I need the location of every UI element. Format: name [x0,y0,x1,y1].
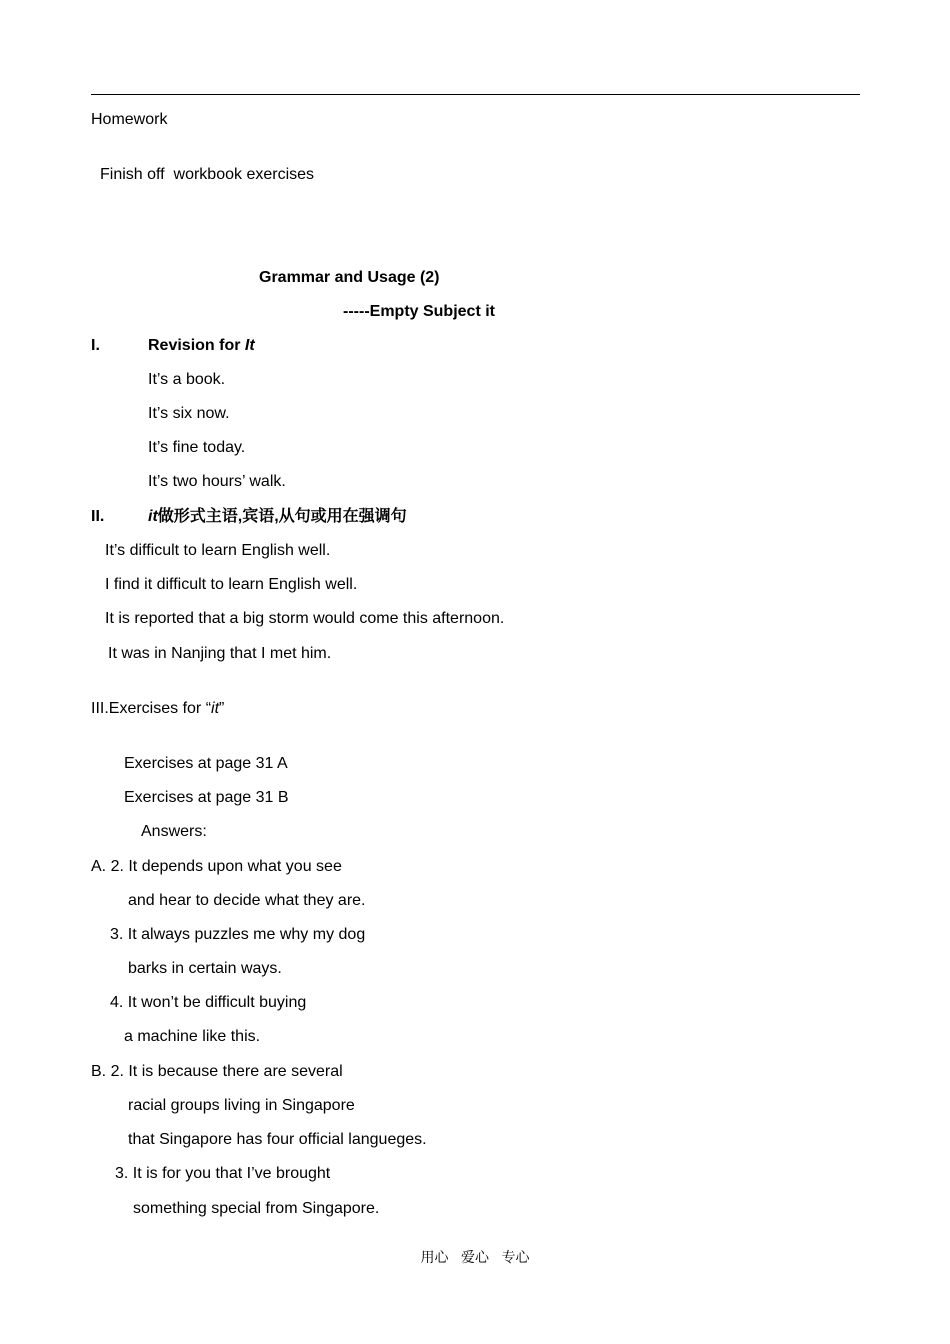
exercise-item: Exercises at page 31 B [124,789,289,806]
answer-line: and hear to decide what they are. [128,892,366,909]
section2-example: It is reported that a big storm would come this afternoon. [105,610,505,627]
section1-heading: Revision for It [148,337,255,354]
answer-line: 3. It is for you that I’ve brought [115,1165,331,1182]
section2-heading: it做形式主语,宾语,从句或用在强调句 [148,508,407,525]
section1-example: It’s a book. [148,371,226,388]
section2-example: It’s difficult to learn English well. [105,542,331,559]
section3-heading: III.Exercises for “it” [91,700,225,717]
footer-text: 用心 [420,1250,449,1266]
footer-text: 爱心 [461,1250,489,1266]
exercise-item: Exercises at page 31 A [124,755,288,772]
answer-line: B. 2. It is because there are several [91,1063,343,1080]
answer-line: that Singapore has four official langueges. [128,1131,427,1148]
answers-label: Answers: [141,823,207,840]
section1-example: It’s fine today. [148,439,246,456]
page-footer [0,1248,950,1268]
section1-example: It’s six now. [148,405,230,422]
homework-task: Finish off workbook exercises [100,166,315,183]
section2-example: It was in Nanjing that I met him. [108,645,332,662]
header-rule [91,94,860,95]
footer-text: 专心 [501,1250,530,1266]
section1-example: It’s two hours’ walk. [148,473,286,490]
section1-number: I. [91,337,100,354]
section2-number: II. [91,508,105,525]
section2-example: I find it difficult to learn English well. [105,576,358,593]
page-title: Grammar and Usage (2) [259,269,440,286]
answer-line: 4. It won’t be difficult buying [110,994,307,1011]
answer-line: something special from Singapore. [133,1200,380,1217]
page-subtitle: -----Empty Subject it [343,303,495,320]
answer-line: racial groups living in Singapore [128,1097,355,1114]
answer-line: 3. It always puzzles me why my dog [110,926,366,943]
answer-line: a machine like this. [124,1028,261,1045]
answer-line: A. 2. It depends upon what you see [91,858,342,875]
answer-line: barks in certain ways. [128,960,282,977]
homework-heading: Homework [91,111,168,128]
